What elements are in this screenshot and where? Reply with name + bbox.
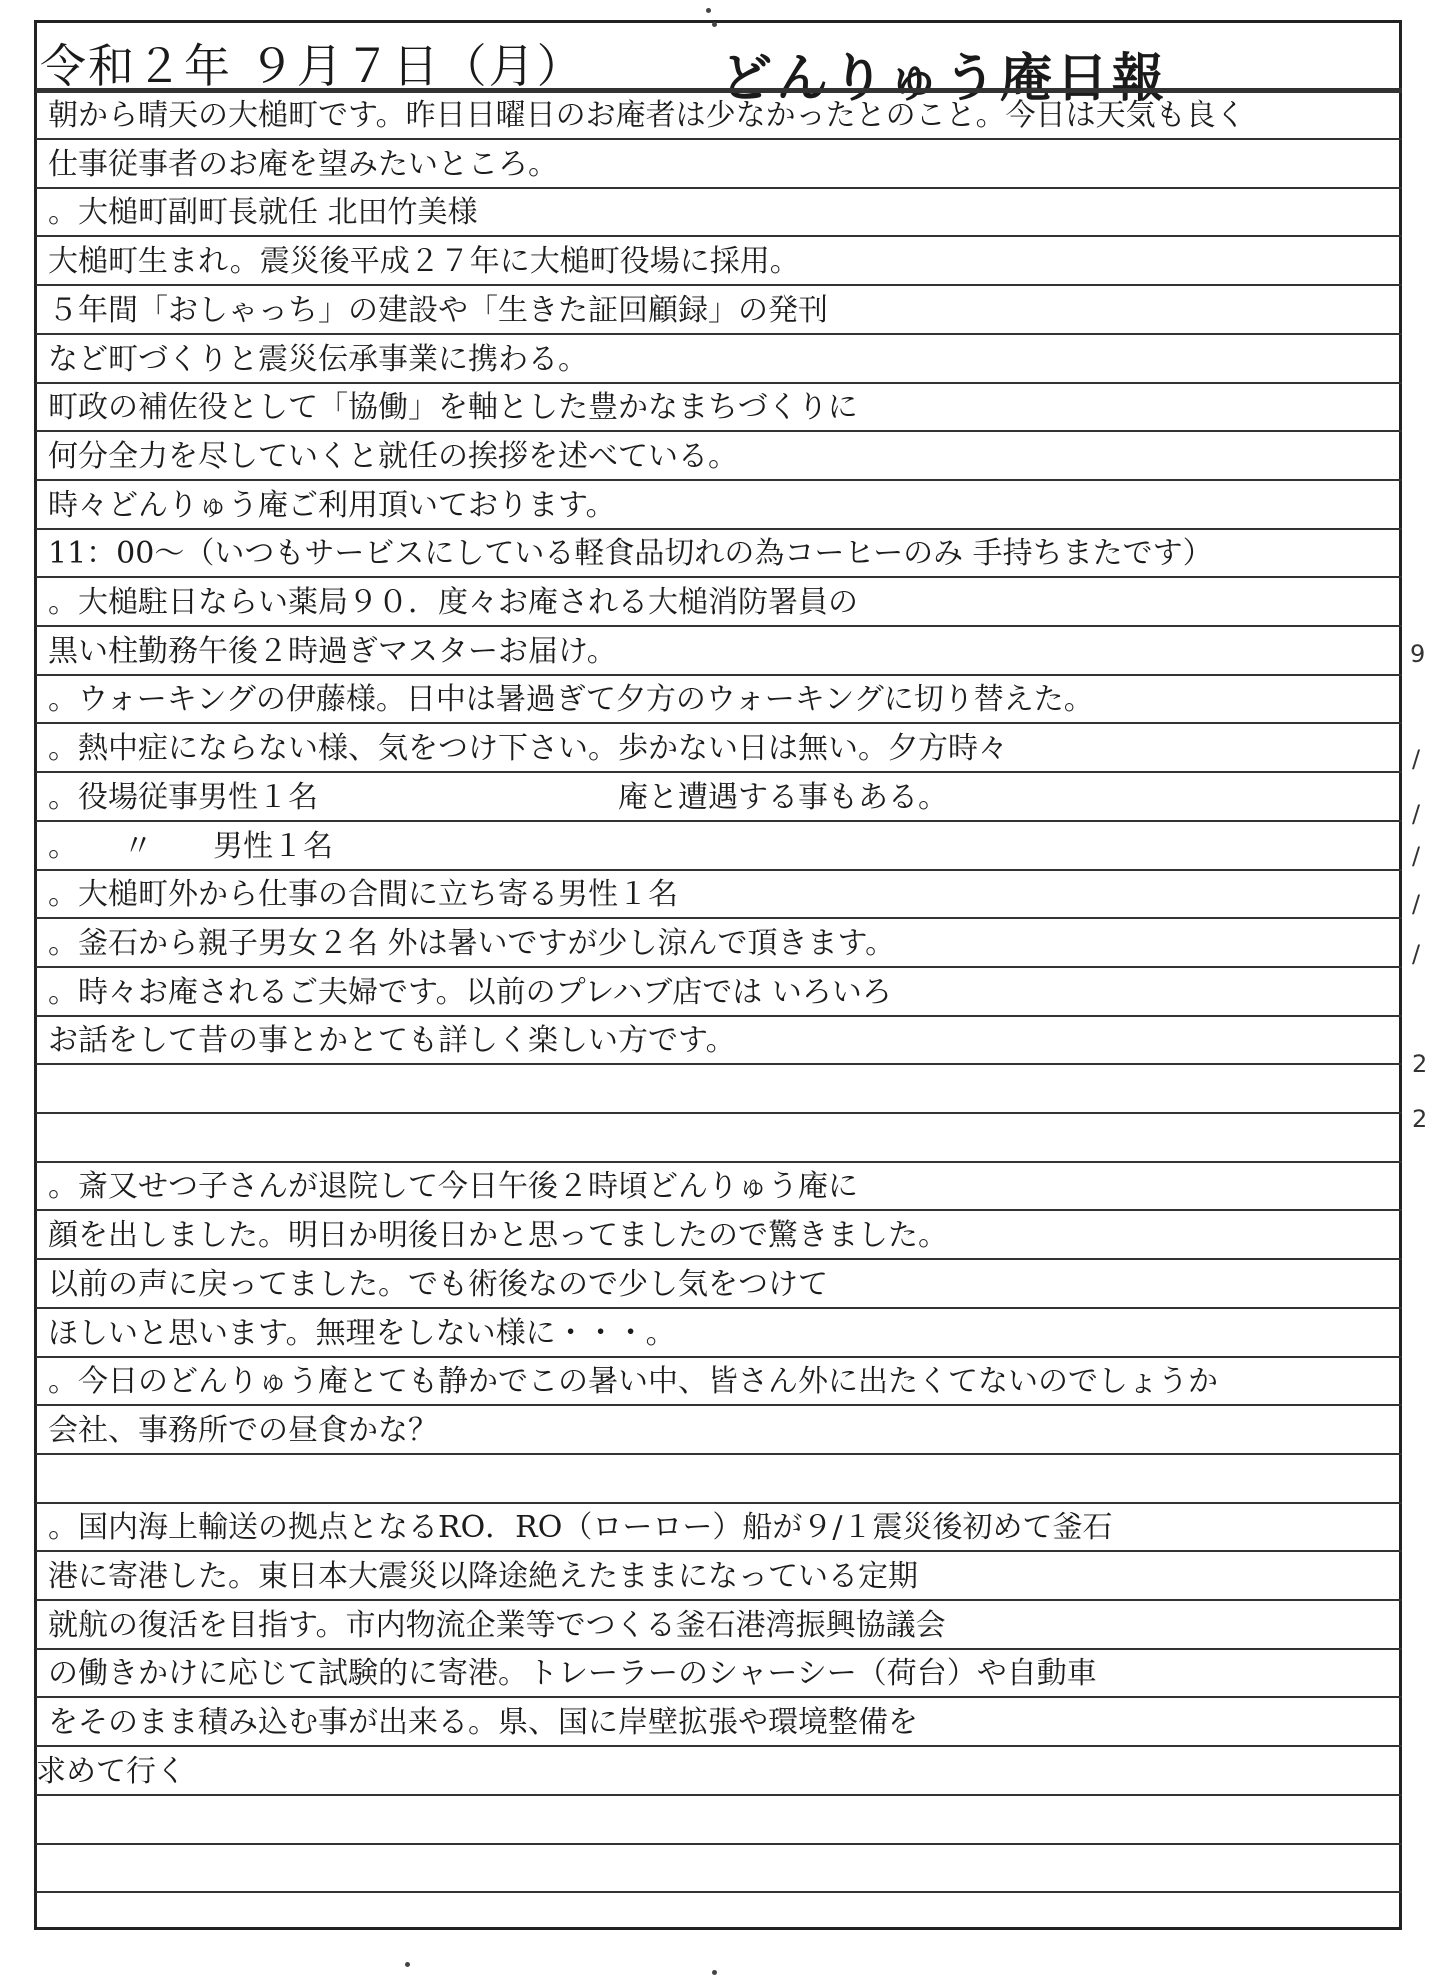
ruled-line — [36, 1404, 1402, 1406]
ruled-line — [36, 1112, 1402, 1114]
report-line: ５年間「おしゃっち」の建設や「生きた証回顧録」の発刊 — [48, 293, 828, 328]
report-line: ほしいと思います。無理をしない様に・・・。 — [48, 1316, 676, 1351]
ruled-line — [36, 674, 1402, 676]
ruled-line — [36, 1453, 1402, 1455]
ruled-line — [36, 820, 1402, 822]
report-line: など町づくりと震災伝承事業に携わる。 — [48, 342, 588, 377]
ruled-line — [36, 771, 1402, 773]
report-line: 町政の補佐役として「協働」を軸とした豊かなまちづくりに — [48, 390, 858, 425]
ruled-line — [36, 722, 1402, 724]
ruled-line — [36, 1307, 1402, 1309]
ruled-line — [36, 1550, 1402, 1552]
margin-mark: / — [1412, 890, 1421, 918]
report-line: 時々どんりゅう庵ご利用頂いております。 — [48, 488, 616, 523]
ruled-line — [36, 917, 1402, 919]
scan-speck — [706, 8, 711, 13]
report-line: 。 〃 男性１名 — [48, 829, 333, 864]
ruled-line — [36, 1063, 1402, 1065]
ruled-line — [36, 479, 1402, 481]
ruled-line — [36, 576, 1402, 578]
ruled-line — [36, 1891, 1402, 1893]
ruled-line — [36, 138, 1402, 140]
ruled-line — [36, 90, 1402, 93]
ruled-line — [36, 430, 1402, 432]
report-line: 仕事従事者のお庵を望みたいところ。 — [48, 147, 558, 182]
report-line: 11：00～（いつもサービスにしている軽食品切れの為コーヒーのみ 手持ちまたです） — [48, 536, 1213, 571]
ruled-line — [36, 1356, 1402, 1358]
ruled-line — [36, 1015, 1402, 1017]
ruled-line — [36, 528, 1402, 530]
ruled-line — [36, 235, 1402, 237]
ruled-line — [36, 1745, 1402, 1747]
report-line: 港に寄港した。東日本大震災以降途絶えたままになっている定期 — [48, 1559, 918, 1594]
ruled-line — [36, 1794, 1402, 1796]
ruled-line — [36, 333, 1402, 335]
report-line: 黒い柱勤務午後２時過ぎマスターお届け。 — [48, 634, 617, 669]
report-line: 。斎又せつ子さんが退院して今日午後２時頃どんりゅう庵に — [48, 1169, 858, 1204]
report-line: 大槌町生まれ。震災後平成２７年に大槌町役場に採用。 — [48, 244, 800, 279]
ruled-line — [36, 187, 1402, 189]
report-date: 令和２年 ９月７日（月） — [40, 39, 585, 93]
ruled-line — [36, 625, 1402, 627]
ruled-line — [36, 966, 1402, 968]
report-line: 。大槌町副町長就任 北田竹美様 — [48, 195, 478, 230]
report-line: お話をして昔の事とかとても詳しく楽しい方です。 — [48, 1023, 736, 1058]
margin-mark: 2 — [1412, 1050, 1428, 1078]
ruled-line — [36, 1843, 1402, 1845]
ruled-line — [36, 1161, 1402, 1163]
report-line: 以前の声に戻ってました。でも術後なので少し気をつけて — [48, 1267, 828, 1302]
scan-speck — [712, 1970, 717, 1975]
margin-mark: / — [1412, 842, 1421, 870]
scan-speck — [405, 1962, 410, 1967]
report-line: 。国内海上輸送の拠点となるRO．RO（ローロー）船が９/１震災後初めて釜石 — [48, 1510, 1113, 1545]
report-line: 。熱中症にならない様、気をつけ下さい。歩かない日は無い。夕方時々 — [48, 731, 1008, 766]
ruled-line — [36, 869, 1402, 871]
report-line — [48, 1070, 1398, 1110]
report-line: 。大槌駐日ならい薬局９０．度々お庵される大槌消防署員の — [48, 585, 858, 620]
scan-speck — [712, 22, 717, 27]
report-line: 。時々お庵されるご夫婦です。以前のプレハブ店では いろいろ — [48, 975, 892, 1010]
report-line: 顔を出しました。明日か明後日かと思ってましたので驚きました。 — [48, 1218, 948, 1253]
margin-mark: / — [1412, 745, 1421, 773]
report-line: の働きかけに応じて試験的に寄港。トレーラーのシャーシー（荷台）や自動車 — [48, 1656, 1097, 1691]
ruled-line — [36, 1502, 1402, 1504]
ruled-line — [36, 382, 1402, 384]
report-line: をそのまま積み込む事が出来る。県、国に岸壁拡張や環境整備を — [48, 1705, 918, 1740]
report-line — [48, 1119, 1398, 1159]
report-line: 就航の復活を目指す。市内物流企業等でつくる釜石港湾振興協議会 — [48, 1608, 946, 1643]
report-line — [48, 1460, 1398, 1500]
ruled-line — [36, 1258, 1402, 1260]
report-line: 。釜石から親子男女２名 外は暑いですが少し涼んで頂きます。 — [48, 926, 896, 961]
report-line: 。大槌町外から仕事の合間に立ち寄る男性１名 — [48, 877, 678, 912]
margin-mark: / — [1412, 800, 1421, 828]
ruled-line — [36, 1648, 1402, 1650]
report-line: 会社、事務所での昼食かな？ — [48, 1413, 438, 1448]
report-line: 。役場従事男性１名 庵と遭遇する事もある。 — [48, 780, 948, 815]
margin-mark: 9 — [1410, 640, 1426, 668]
report-line: 。今日のどんりゅう庵とても静かでこの暑い中、皆さん外に出たくてないのでしょうか — [48, 1364, 1218, 1399]
ruled-line — [36, 1599, 1402, 1601]
margin-mark: 2 — [1412, 1105, 1428, 1133]
ruled-line — [36, 1209, 1402, 1211]
ruled-line — [36, 284, 1402, 286]
report-line: 何分全力を尽していくと就任の挨拶を述べている。 — [48, 439, 738, 474]
ruled-line — [36, 1696, 1402, 1698]
report-line: 。ウォーキングの伊藤様。日中は暑過ぎて夕方のウォーキングに切り替えた。 — [48, 682, 1094, 717]
report-title: どんりゅう庵日報 — [720, 49, 1169, 109]
report-line: 朝から晴天の大槌町です。昨日日曜日のお庵者は少なかったとのこと。今日は天気も良く — [48, 98, 1246, 133]
report-line: 求めて行く — [36, 1754, 186, 1789]
margin-mark: / — [1412, 940, 1421, 968]
